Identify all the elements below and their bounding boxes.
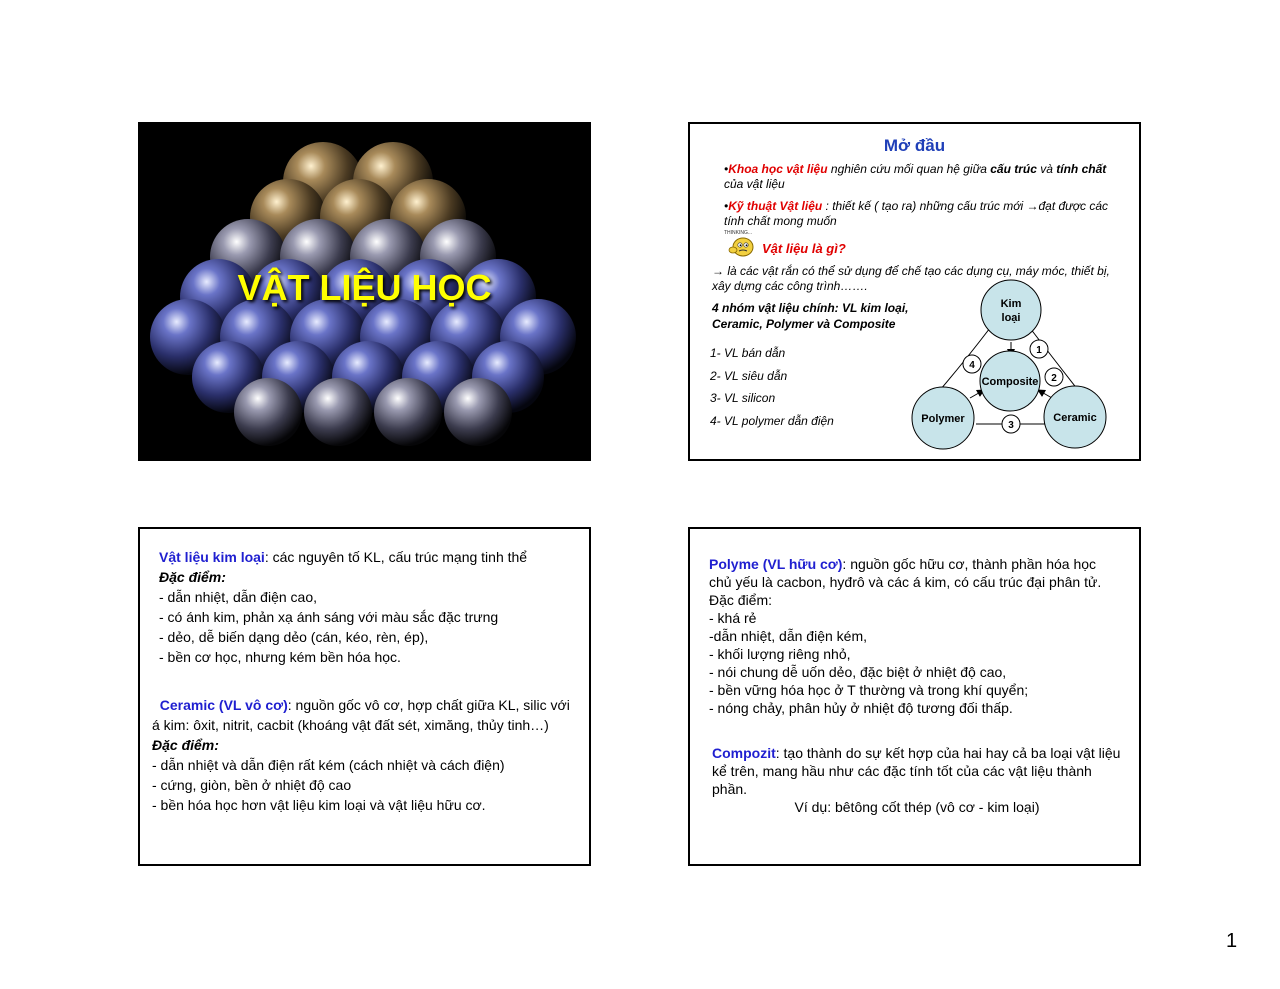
list-item: - dẫn nhiệt và dẫn điện rất kém (cách nhiệt và cách điện) [152, 757, 505, 773]
slide-polymer-composite [688, 527, 1141, 866]
list-item: - bền cơ học, nhưng kém bền hóa học. [159, 649, 401, 665]
node-kim-loai [981, 280, 1041, 340]
metal-section [159, 547, 569, 667]
polymer-section [709, 555, 1119, 717]
materials-diagram [690, 124, 1143, 463]
list-item: - cứng, giòn, bền ở nhiệt độ cao [152, 777, 352, 793]
list-item: -dẫn nhiệt, dẫn điện kém, [709, 628, 867, 644]
text: của vật liệu [724, 177, 785, 191]
list-item: - khá rẻ [709, 610, 757, 626]
term-composite: Compozit [712, 745, 776, 761]
page-number: 1 [1226, 930, 1238, 952]
text: và [1036, 162, 1057, 176]
sphere [234, 378, 302, 446]
list-item: - dẫn nhiệt, dẫn điện cao, [159, 589, 318, 605]
four-groups-text: 4 nhóm vật liệu chính: VL kim loại, Ceramic, Polymer và Composite [712, 301, 909, 331]
list-item: - có ánh kim, phản xạ ánh sáng với màu sắc đặc trưng [159, 609, 499, 625]
term-materials-science: Khoa học vật liệu [728, 162, 828, 176]
list-item: - dẻo, dễ biến dạng dẻo (cán, kéo, rèn, ép), [159, 629, 429, 645]
composite-definition: : tạo thành do sự kết hợp của hai hay cả ba loại vật liệu kể trên, mang hầu như các đặc tính tốt của các vật liệu thành phần. [712, 745, 1121, 797]
term-property: tính chất [1056, 162, 1107, 176]
bullet-materials-engineering: •Kỹ thuật Vật liệu : thiết kế ( tạo ra) những cấu trúc mới →đạt được các tính chất mong muốn [724, 199, 1109, 228]
list-item: - khối lượng riêng nhỏ, [709, 646, 851, 662]
term-ceramic: Ceramic (VL vô cơ) [159, 697, 288, 713]
term-polymer: Polyme (VL hữu cơ) [709, 556, 843, 572]
bullet-materials-science: •Khoa học vật liệu nghiên cứu mối quan hệ giữa cấu trúc và tính chất của vật liệu [724, 162, 1107, 191]
slide-title [138, 122, 591, 461]
thinking-label: THINKING... [724, 230, 753, 236]
badge-2-label: 2 [1051, 373, 1057, 384]
sphere [444, 378, 512, 446]
composite-section [712, 744, 1122, 798]
label-loai: loại [1001, 312, 1021, 324]
label-ceramic: Ceramic [1053, 412, 1097, 424]
sphere [374, 378, 442, 446]
presentation-title: VẬT LIỆU HỌC [237, 267, 492, 308]
list-item: 1- VL bán dẫn [710, 346, 786, 360]
slide-heading: Mở đầu [883, 136, 946, 155]
list-item: - nói chung dễ uốn dẻo, đặc biệt ở nhiệt độ cao, [709, 664, 1007, 680]
text: nghiên cứu mối quan hệ giữa [827, 162, 991, 176]
badge-3-label: 3 [1008, 420, 1014, 431]
ceramic-definition: : nguồn gốc vô cơ, hợp chất giữa KL, silic với á kim: ôxit, nitrit, cacbit (khoáng vật đất sét, ximăng, thủy tinh…) [152, 697, 570, 733]
term-structure: cấu trúc [990, 162, 1037, 176]
slide-metal-ceramic [138, 527, 591, 866]
metal-definition: : các nguyên tố KL, cấu trúc mạng tinh thể [264, 549, 528, 565]
question-what-is-material: Vật liệu là gì? [762, 241, 846, 256]
list-item: - bền vững hóa học ở T thường và trong khí quyển; [709, 682, 1029, 698]
list-item: - nóng chảy, phân hủy ở nhiệt độ tương đối thấp. [709, 700, 1013, 716]
text: : thiết kế ( tạo ra) những cấu trúc mới →đạt được các tính chất mong muốn [724, 199, 1109, 228]
ceramic-section [152, 695, 577, 815]
answer-text: → là các vật rắn có thể sử dụng để chế tạo các dụng cụ, máy móc, thiết bị, xây dựng các công trình……. [712, 264, 1110, 293]
label-kim: Kim [1000, 298, 1022, 310]
label-polymer: Polymer [921, 413, 965, 425]
term-materials-engineering: Kỹ thuật Vật liệu [728, 199, 823, 213]
list-item: 2- VL siêu dẫn [710, 368, 788, 383]
list-item: - bền hóa học hơn vật liệu kim loại và vật liệu hữu cơ. [152, 797, 486, 813]
polymer-definition: : nguồn gốc hữu cơ, thành phần hóa học chủ yếu là cacbon, hyđrô và các á kim, có cấu trúc đại phân tử. [709, 556, 1102, 590]
list-item: 4- VL polymer dẫn điện [710, 413, 834, 428]
badge-1-label: 1 [1036, 345, 1042, 356]
sphere [304, 378, 372, 446]
term-metal: Vật liệu kim loại [159, 549, 265, 565]
slide-introduction [688, 122, 1141, 461]
list-item: 3- VL silicon [710, 391, 776, 405]
badge-4-label: 4 [969, 360, 975, 371]
feature-label: Đặc điểm: [152, 737, 219, 753]
label-composite: Composite [981, 376, 1039, 388]
edge-ceramic-composite [1038, 390, 1052, 398]
composite-example: Ví dụ: bêtông cốt thép (vô cơ - kim loại) [794, 799, 1040, 815]
feature-label: Đặc điểm: [709, 592, 773, 608]
feature-label: Đặc điểm: [159, 569, 226, 585]
